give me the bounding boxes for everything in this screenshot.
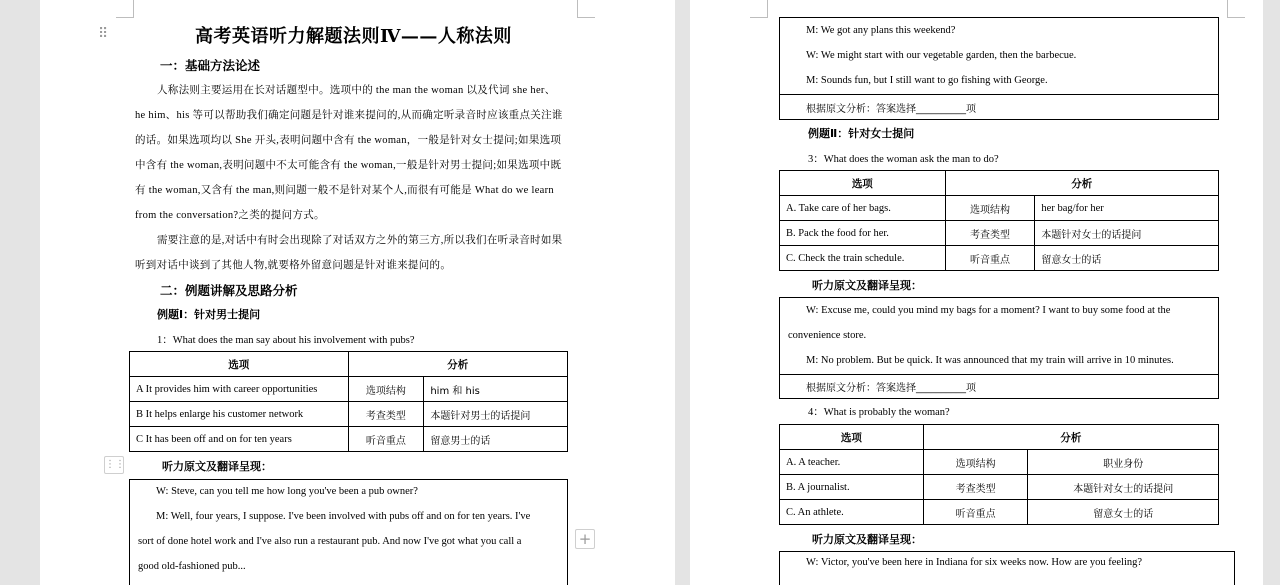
table-header-analysis: 分析: [348, 352, 567, 377]
analysis-type-cell: 选项结构: [945, 196, 1035, 221]
example-heading: 例题Ⅱ：针对女士提问: [808, 127, 915, 140]
analysis-type-cell: 选项结构: [923, 450, 1028, 475]
table-move-icon[interactable]: ⋮⋮: [104, 456, 124, 474]
analysis-detail-cell: him 和 his: [424, 377, 568, 402]
example-heading: 例题Ⅰ：针对男士提问: [157, 308, 261, 321]
drag-handle-icon[interactable]: ⠿: [98, 26, 109, 42]
transcript-line: sort of done hotel work and I've also run a restaurant pub. And now I've got what you call a: [138, 536, 522, 547]
options-table: [779, 170, 1219, 271]
table-header-option: 选项: [780, 425, 924, 450]
table-header-analysis: 分析: [945, 171, 1218, 196]
option-cell: A. A teacher.: [780, 450, 924, 475]
table-row: [780, 450, 1219, 475]
transcript-line: W: Excuse me, could you mind my bags for a moment? I want to buy some food at the: [806, 305, 1171, 316]
transcript-heading: 听力原文及翻译呈现：: [812, 533, 922, 546]
transcript-line: W: We might start with our vegetable garden, then the barbecue.: [806, 50, 1077, 61]
transcript-box: [779, 297, 1219, 399]
plus-icon[interactable]: +: [575, 529, 595, 549]
question-text: 4：What is probably the woman?: [808, 407, 950, 418]
analysis-type-cell: 听音重点: [923, 500, 1028, 525]
analysis-detail-cell: her bag/for her: [1035, 196, 1219, 221]
page-crop-mark: [750, 0, 768, 18]
analysis-detail-cell: 留意男士的话: [424, 427, 568, 452]
paragraph-line: 有 the woman,又含有 the man,则问题一般不是针对某个人,而很有可能是 What do we learn: [135, 185, 554, 196]
paragraph-line: 中含有 the woman,表明问题中不太可能含有 the woman,一般是针对男士提问;如果选项中既: [135, 160, 562, 171]
transcript-line: M: Sounds fun, but I still want to go fishing with George.: [806, 75, 1048, 86]
transcript-line: good old-fashioned pub...: [138, 561, 246, 572]
analysis-detail-cell: 本题针对男士的话提问: [424, 402, 568, 427]
table-header-option: 选项: [780, 171, 946, 196]
paragraph-line: 听到对话中谈到了其他人物,就要格外留意问题是针对谁来提问的。: [135, 260, 452, 271]
transcript-line: convenience store.: [788, 330, 867, 341]
options-table: [779, 424, 1219, 525]
paragraph-line: 需要注意的是,对话中有时会出现除了对话双方之外的第三方,所以我们在听录音时如果: [157, 235, 563, 246]
transcript-box: [129, 479, 568, 585]
option-cell: C It has been off and on for ten years: [130, 427, 349, 452]
option-cell: C. An athlete.: [780, 500, 924, 525]
section-heading-examples: 二：例题讲解及思路分析: [160, 283, 298, 298]
option-cell: A. Take care of her bags.: [780, 196, 946, 221]
table-row: [130, 377, 568, 402]
transcript-line: M: No problem. But be quick. It was announced that my train will arrive in 10 minutes.: [806, 355, 1174, 366]
options-table: [129, 351, 568, 452]
analysis-detail-cell: 留意女士的话: [1028, 500, 1219, 525]
transcript-line: W: Steve, can you tell me how long you've been a pub owner?: [156, 486, 418, 497]
transcript-box: [779, 17, 1219, 120]
analysis-detail-cell: 本题针对女士的话提问: [1035, 221, 1219, 246]
section-heading-basics: 一：基础方法论述: [160, 58, 261, 73]
analysis-type-cell: 听音重点: [945, 246, 1035, 271]
paragraph-line: 人称法则主要运用在长对话题型中。选项中的 the man the woman 以及代词 she her、: [157, 85, 556, 96]
analysis-detail-cell: 本题针对女士的话提问: [1028, 475, 1219, 500]
table-row: [780, 475, 1219, 500]
paragraph-line: from the conversation?之类的提问方式。: [135, 210, 325, 221]
question-text: 3：What does the woman ask the man to do?: [808, 154, 999, 165]
table-row: [130, 402, 568, 427]
option-cell: B. Pack the food for her.: [780, 221, 946, 246]
page-crop-mark: [577, 0, 595, 18]
document-title: 高考英语听力解题法则Ⅳ——人称法则: [195, 26, 512, 47]
document-page-left: [40, 0, 675, 585]
transcript-line: M: We got any plans this weekend?: [806, 25, 956, 36]
transcript-heading: 听力原文及翻译呈现：: [162, 460, 272, 473]
transcript-line: W: Victor, you've been here in Indiana for six weeks now. How are you feeling?: [806, 557, 1143, 568]
page-crop-mark: [116, 0, 134, 18]
answer-line: 根据原文分析：答案选择__________项: [806, 383, 976, 394]
analysis-type-cell: 听音重点: [348, 427, 424, 452]
analysis-type-cell: 考查类型: [348, 402, 424, 427]
analysis-detail-cell: 留意女士的话: [1035, 246, 1219, 271]
analysis-type-cell: 考查类型: [945, 221, 1035, 246]
option-cell: A It provides him with career opportunities: [130, 377, 349, 402]
table-row: [780, 500, 1219, 525]
table-header-option: 选项: [130, 352, 349, 377]
analysis-type-cell: 选项结构: [348, 377, 424, 402]
question-text: 1：What does the man say about his involvement with pubs?: [157, 335, 415, 346]
table-row: [780, 221, 1219, 246]
transcript-heading: 听力原文及翻译呈现：: [812, 279, 922, 292]
table-row: [130, 427, 568, 452]
table-row: [780, 196, 1219, 221]
paragraph-line: 的话。如果选项均以 She 开头,表明问题中含有 the woman，一般是针对女士提问;如果选项: [135, 135, 562, 146]
option-cell: B It helps enlarge his customer network: [130, 402, 349, 427]
table-header-analysis: 分析: [923, 425, 1218, 450]
table-row: [780, 246, 1219, 271]
document-page-right: [690, 0, 1263, 585]
analysis-type-cell: 考查类型: [923, 475, 1028, 500]
answer-line: 根据原文分析：答案选择__________项: [806, 104, 976, 115]
divider: [780, 374, 1218, 375]
paragraph-line: he him、his 等可以帮助我们确定问题是针对谁来提问的,从而确定听录音时应该重点关注谁: [135, 110, 563, 121]
transcript-box: [779, 551, 1235, 585]
option-cell: C. Check the train schedule.: [780, 246, 946, 271]
transcript-line: M: Well, four years, I suppose. I've been involved with pubs off and on for ten years. I've: [156, 511, 531, 522]
analysis-detail-cell: 职业身份: [1028, 450, 1219, 475]
option-cell: B. A journalist.: [780, 475, 924, 500]
divider: [780, 94, 1218, 95]
page-crop-mark: [1227, 0, 1245, 18]
